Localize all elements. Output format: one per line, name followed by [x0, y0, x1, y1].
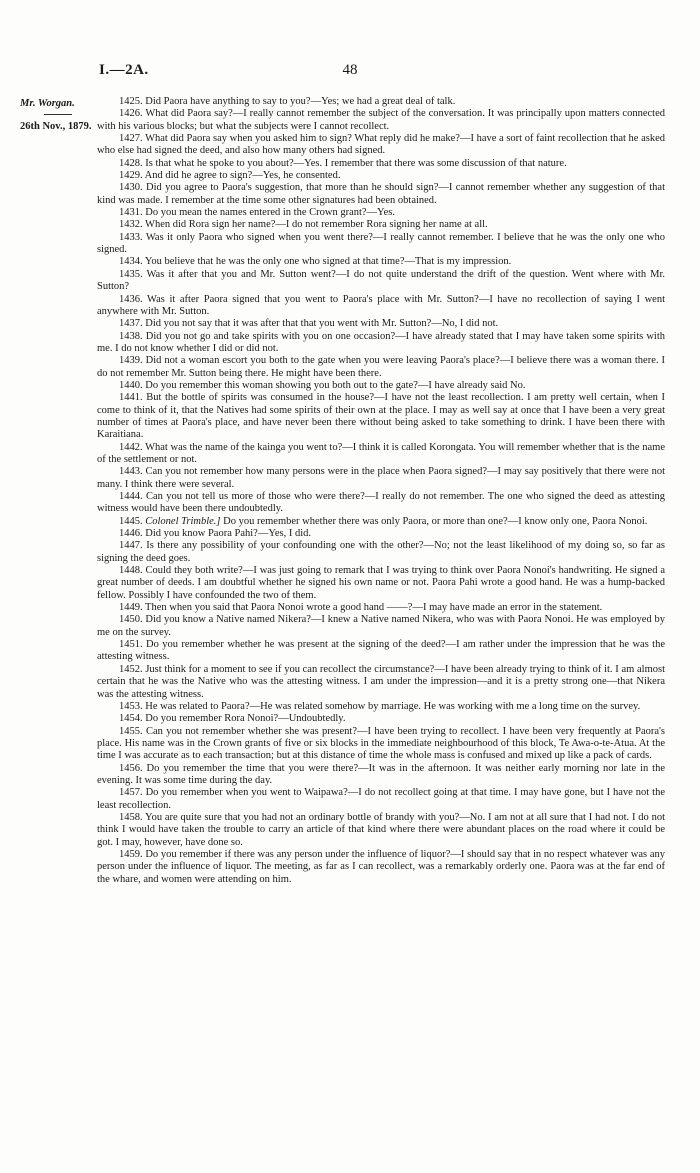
- paragraph-1440: 1440. Do you remember this woman showing you both out to the gate?—I have already said No.: [119, 379, 526, 391]
- paragraph-1427: 1427. What did Paora say when you asked him to sign? What reply did he make?—I have a sort of faint recollection that he asked who else had signed the deed, and also how many others had signed.: [97, 133, 665, 157]
- paragraph-1441: 1441. But the bottle of spirits was consumed in the house?—I have not the least recollection. I am pretty well certain, when I come to think of it, that the Natives had some spirits of their own at the place. I may as well say at once that I have been a very great number of times at Paora's place, and have never been there without being asked to take something to drink. I have been there with Karaitiana.: [97, 392, 665, 441]
- paragraph-1457: 1457. Do you remember when you went to Waipawa?—I do not recollect going at that time. I may have gone, but I have not the least recollection.: [97, 787, 665, 811]
- paragraph-1454: 1454. Do you remember Rora Nonoi?—Undoubtedly.: [119, 713, 346, 725]
- paragraph-1449: 1449. Then when you said that Paora Nonoi wrote a good hand ——?—I may have made an error in the statement.: [119, 602, 603, 614]
- paragraph-1458: 1458. You are quite sure that you had not an ordinary bottle of brandy with you?—No. I am not at all sure that I had not. I do not think I would have taken the trouble to carry an article of that kind where there were abundant places on the road where it could be got. I may, however, have done so.: [97, 811, 665, 848]
- paragraph-1445: [97, 516, 665, 528]
- paragraph-1448: 1448. Could they both write?—I was just going to remark that I was trying to think over Paora Nonoi's handwriting. He signed a great number of deeds. I am doubtful whether he signed his own name or not. Paora Pahi wrote a good hand. He was a hump-backed fellow. Possibly I have confounded the two of them.: [97, 565, 665, 601]
- paragraph-1428: 1428. Is that what he spoke to you about?—Yes. I remember that there was some discussion of that nature.: [119, 157, 567, 169]
- document-reference: I.—2A.: [99, 62, 149, 78]
- paragraph-1446: 1446. Did you know Paora Pahi?—Yes, I did.: [119, 528, 312, 540]
- paragraph-1451: 1451. Do you remember whether he was present at the signing of the deed?—I am rather under the impression that he was the attesting witness.: [97, 639, 665, 663]
- question-text: Do you remember whether there was only Paora, or more than one?—I know only one, Paora Nonoi.: [223, 515, 648, 527]
- paragraph-1435: 1435. Was it after that you and Mr. Sutton went?—I do not quite understand the drift of the question. Went where with Mr. Sutton?: [97, 268, 665, 293]
- paragraph-1437: 1437. Did you not say that it was after that that you went with Mr. Sutton?—No, I did not.: [119, 318, 499, 330]
- speaker-name: Colonel Trimble.]: [145, 515, 221, 527]
- paragraph-1436: 1436. Was it after Paora signed that you went to Paora's place with Mr. Sutton?—I have no recollection of saying I went anywhere with Mr. Sutton.: [97, 293, 665, 317]
- paragraph-1433: 1433. Was it only Paora who signed when you went there?—I really cannot remember. I believe that he was the only one who signed.: [97, 231, 665, 256]
- paragraph-1450: 1450. Did you know a Native named Nikera?—I knew a Native named Nikera, who was with Paora Nonoi. He was employed by me on the survey.: [97, 614, 665, 638]
- paragraph-1443: 1443. Can you not remember how many persons were in the place when Paora signed?—I may say positively that there were not many. I think there were several.: [97, 466, 665, 490]
- margin-date: 26th Nov., 1879.: [20, 121, 92, 132]
- paragraph-1452: 1452. Just think for a moment to see if you can recollect the circumstance?—I have been already trying to think of it. I am almost certain that he was the Native who was the attesting witness. I am under the impression—and it is a pretty strong one—that Nikera was the attesting witness.: [97, 663, 665, 700]
- paragraph-1439: 1439. Did not a woman escort you both to the gate when you were leaving Paora's place?—I believe there was a woman there. I do not remember Mr. Sutton being there. He might have been there.: [97, 355, 665, 379]
- margin-divider: [44, 114, 72, 115]
- page-number: 48: [342, 62, 358, 78]
- paragraph-1429: 1429. And did he agree to sign?—Yes, he consented.: [119, 170, 341, 182]
- paragraph-1459: 1459. Do you remember if there was any person under the influence of liquor?—I should say that in no respect whatever was any person under the influence of liquor. The meeting, as far as I can recollect, was a remarkably orderly one. Paora was at the far end of the whare, and women were attending on him.: [97, 848, 665, 885]
- paragraph-1444: 1444. Can you not tell us more of those who were there?—I really do not remember. The one who signed the deed as attesting witness would have been there undoubtedly.: [97, 491, 665, 515]
- paragraph-1425: 1425. Did Paora have anything to say to you?—Yes; we had a great deal of talk.: [119, 96, 456, 107]
- paragraph-1438: 1438. Did you not go and take spirits with you on one occasion?—I have already stated that I may have taken some spirits with me. I do not know whether I did or did not.: [97, 330, 665, 354]
- paragraph-1431: 1431. Do you mean the names entered in the Crown grant?—Yes.: [119, 207, 395, 219]
- margin-witness-name: Mr. Worgan.: [20, 98, 75, 109]
- paragraph-1456: 1456. Do you remember the time that you were there?—It was in the afternoon. It was neither early morning nor late in the evening. It was some time during the day.: [97, 762, 665, 786]
- transcript-body: [97, 96, 665, 886]
- paragraph-1432: 1432. When did Rora sign her name?—I do not remember Rora signing her name at all.: [119, 219, 488, 231]
- paragraph-1453: 1453. He was related to Paora?—He was related somehow by marriage. He was working with me a long time on the survey.: [119, 700, 641, 712]
- paragraph-1442: 1442. What was the name of the kainga you went to?—I think it is called Korongata. You will remember whether that is the name of the settlement or not.: [97, 441, 665, 465]
- paragraph-1434: 1434. You believe that he was the only one who signed at that time?—That is my impression.: [119, 256, 512, 268]
- paragraph-1426: 1426. What did Paora say?—I really cannot remember the subject of the conversation. It was principally upon matters connected with his various blocks; but what the subjects were I cannot recollect.: [97, 108, 665, 132]
- paragraph-1430: 1430. Did you agree to Paora's suggestion, that more than he should sign?—I cannot remember whether any suggestion of that kind was made. I remember at the time some other signatures had been obtained.: [97, 182, 665, 206]
- question-number: 1445.: [119, 515, 143, 527]
- paragraph-1447: 1447. Is there any possibility of your confounding one with the other?—No; not the least likelihood of my doing so, so far as signing the deed goes.: [97, 540, 665, 564]
- paragraph-1455: 1455. Can you not remember whether she was present?—I have been trying to recollect. I have been very frequently at Paora's place. His name was in the Crown grants of five or six blocks in the immediate neighbourhood of this block, Te Awa-o-te-Atua. At the time I was accurate as to each transaction; but at this distance of time the whole mass is confused and mixed up like a pack of cards.: [97, 725, 665, 762]
